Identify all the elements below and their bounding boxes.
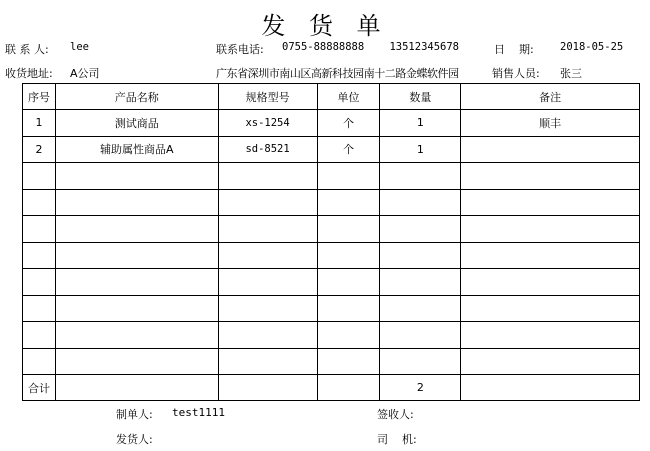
total-row [23, 375, 640, 401]
table-row [23, 136, 640, 163]
date-label: 日 期: [494, 43, 534, 56]
empty-cell [218, 216, 317, 243]
cell-name: 测试商品 [55, 110, 218, 137]
phone-label: 联系电话: [216, 43, 264, 56]
empty-cell [55, 163, 218, 190]
contact-value: lee [70, 41, 89, 53]
empty-cell [380, 189, 461, 216]
empty-cell [380, 269, 461, 296]
empty-cell [380, 163, 461, 190]
empty-cell [55, 242, 218, 269]
empty-cell [461, 163, 640, 190]
empty-cell [23, 348, 56, 375]
cell-remark: 顺丰 [461, 110, 640, 137]
document-title: 发 货 单 [261, 12, 389, 40]
cell-no: 2 [23, 136, 56, 163]
cell-remark [461, 136, 640, 163]
company-address: 广东省深圳市南山区高新科技园南十二路金蝶软件园 [216, 67, 459, 80]
empty-cell [380, 322, 461, 349]
empty-cell [218, 348, 317, 375]
cell-unit: 个 [317, 110, 380, 137]
table-header-row [23, 84, 640, 110]
table-row-empty [23, 216, 640, 243]
empty-cell [317, 269, 380, 296]
cell-name: 辅助属性商品A [55, 136, 218, 163]
empty-cell [218, 189, 317, 216]
empty-cell [23, 295, 56, 322]
table-row-empty [23, 163, 640, 190]
table-row-empty [23, 242, 640, 269]
goods-table [22, 83, 640, 401]
empty-cell [55, 269, 218, 296]
column-header: 备注 [461, 84, 640, 110]
empty-cell [218, 322, 317, 349]
empty-cell [461, 295, 640, 322]
column-header: 规格型号 [218, 84, 317, 110]
empty-cell [23, 216, 56, 243]
maker-value: test1111 [172, 406, 225, 419]
table-row-empty [23, 269, 640, 296]
empty-cell [317, 216, 380, 243]
empty-cell [218, 242, 317, 269]
salesperson-label: 销售人员: [492, 67, 540, 80]
cell-qty: 1 [380, 110, 461, 137]
salesperson-value: 张三 [560, 67, 582, 80]
empty-cell [23, 163, 56, 190]
empty-cell [23, 269, 56, 296]
empty-cell [218, 269, 317, 296]
empty-cell [23, 242, 56, 269]
empty-cell [317, 295, 380, 322]
cell-spec: xs-1254 [218, 110, 317, 137]
receiver-label: 签收人: [377, 408, 414, 421]
empty-cell [317, 163, 380, 190]
column-header: 产品名称 [55, 84, 218, 110]
column-header: 序号 [23, 84, 56, 110]
empty-cell [317, 189, 380, 216]
empty-cell [55, 322, 218, 349]
empty-cell [55, 375, 218, 401]
address-label: 收货地址: [5, 67, 53, 80]
table-row-empty [23, 189, 640, 216]
empty-cell [317, 242, 380, 269]
empty-cell [218, 163, 317, 190]
empty-cell [55, 216, 218, 243]
cell-qty: 1 [380, 136, 461, 163]
empty-cell [218, 295, 317, 322]
total-label: 合计 [23, 375, 56, 401]
empty-cell [23, 322, 56, 349]
total-qty: 2 [380, 375, 461, 401]
driver-label: 司 机: [377, 433, 417, 446]
cell-no: 1 [23, 110, 56, 137]
empty-cell [461, 269, 640, 296]
empty-cell [380, 216, 461, 243]
table-row [23, 110, 640, 137]
table-row-empty [23, 295, 640, 322]
empty-cell [317, 375, 380, 401]
empty-cell [317, 322, 380, 349]
empty-cell [461, 375, 640, 401]
empty-cell [380, 295, 461, 322]
contact-label: 联 系 人: [5, 43, 49, 56]
empty-cell [461, 348, 640, 375]
empty-cell [55, 189, 218, 216]
empty-cell [461, 322, 640, 349]
column-header: 单位 [317, 84, 380, 110]
cell-unit: 个 [317, 136, 380, 163]
date-value: 2018-05-25 [560, 41, 624, 53]
address-value: A公司 [70, 67, 100, 80]
maker-label: 制单人: [116, 408, 153, 421]
empty-cell [23, 189, 56, 216]
empty-cell [55, 348, 218, 375]
table-row-empty [23, 348, 640, 375]
empty-cell [461, 216, 640, 243]
table-row-empty [23, 322, 640, 349]
empty-cell [461, 242, 640, 269]
phone-value: 0755-88888888 13512345678 [282, 41, 460, 53]
empty-cell [461, 189, 640, 216]
cell-spec: sd-8521 [218, 136, 317, 163]
empty-rows [23, 163, 640, 375]
empty-cell [380, 348, 461, 375]
empty-cell [380, 242, 461, 269]
empty-cell [55, 295, 218, 322]
empty-cell [218, 375, 317, 401]
shipper-label: 发货人: [116, 433, 153, 446]
empty-cell [317, 348, 380, 375]
column-header: 数量 [380, 84, 461, 110]
